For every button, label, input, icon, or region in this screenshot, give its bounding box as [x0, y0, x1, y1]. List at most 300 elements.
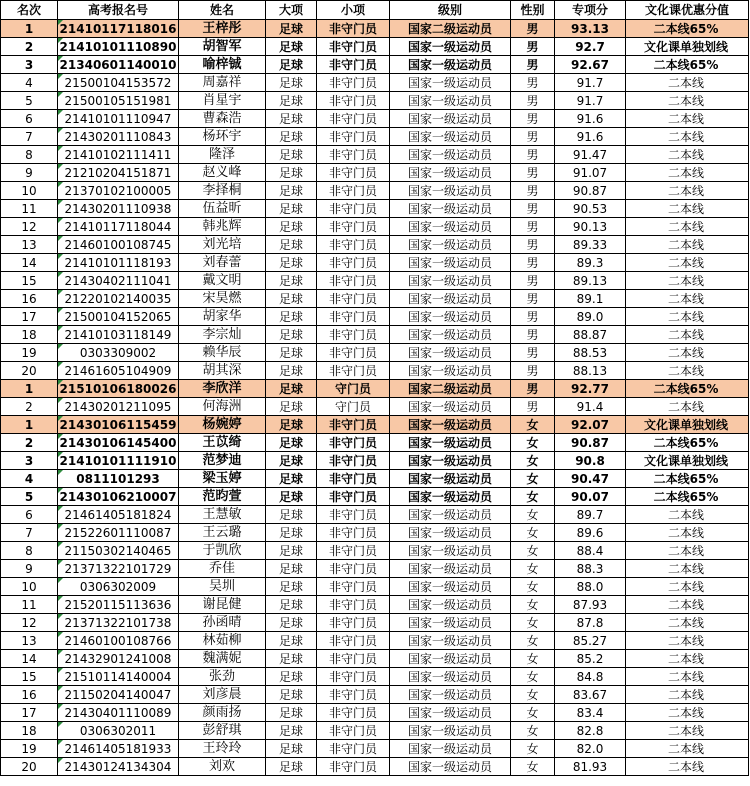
- cell-rank: 12: [1, 614, 58, 632]
- cell-sport: 足球: [266, 722, 317, 740]
- cell-rank: 5: [1, 92, 58, 110]
- cell-id: 21500104152065: [58, 308, 179, 326]
- table-row: [1, 218, 749, 236]
- cell-sport: 足球: [266, 524, 317, 542]
- cell-gender: 男: [511, 92, 555, 110]
- cell-id: 21410103118149: [58, 326, 179, 344]
- cell-id: 21410102111411: [58, 146, 179, 164]
- cell-gender: 女: [511, 686, 555, 704]
- cell-score: 92.77: [555, 380, 626, 398]
- cell-score: 91.6: [555, 110, 626, 128]
- cell-sport: 足球: [266, 488, 317, 506]
- cell-id: 21510114140004: [58, 668, 179, 686]
- cell-rank: 2: [1, 38, 58, 56]
- cell-position: 非守门员: [317, 542, 390, 560]
- cell-gender: 男: [511, 38, 555, 56]
- cell-score: 91.07: [555, 164, 626, 182]
- cell-rank: 5: [1, 488, 58, 506]
- cell-position: 非守门员: [317, 74, 390, 92]
- cell-id: 21461405181933: [58, 740, 179, 758]
- cell-name: 王慧敏: [179, 506, 266, 524]
- table-row: [1, 200, 749, 218]
- cell-name: 杨环宇: [179, 128, 266, 146]
- cell-position: 非守门员: [317, 668, 390, 686]
- cell-score: 91.4: [555, 398, 626, 416]
- cell-score: 83.67: [555, 686, 626, 704]
- cell-gender: 男: [511, 254, 555, 272]
- cell-id: 21430402111041: [58, 272, 179, 290]
- cell-rank: 2: [1, 398, 58, 416]
- cell-id: 21150204140047: [58, 686, 179, 704]
- cell-rank: 16: [1, 290, 58, 308]
- cell-level: 国家一级运动员: [390, 74, 511, 92]
- cell-sport: 足球: [266, 38, 317, 56]
- table-row: [1, 326, 749, 344]
- cell-bonus: 二本线: [626, 308, 749, 326]
- header-gender: 性别: [511, 1, 555, 20]
- cell-id: 21461605104909: [58, 362, 179, 380]
- table-row: [1, 182, 749, 200]
- cell-name: 刘彦晨: [179, 686, 266, 704]
- cell-level: 国家一级运动员: [390, 182, 511, 200]
- cell-id: 21410117118044: [58, 218, 179, 236]
- cell-sport: 足球: [266, 128, 317, 146]
- cell-sport: 足球: [266, 380, 317, 398]
- cell-score: 92.7: [555, 38, 626, 56]
- table-row: [1, 380, 749, 398]
- cell-position: 非守门员: [317, 470, 390, 488]
- cell-name: 肖星宇: [179, 92, 266, 110]
- cell-position: 非守门员: [317, 722, 390, 740]
- cell-sport: 足球: [266, 290, 317, 308]
- cell-sport: 足球: [266, 254, 317, 272]
- cell-bonus: 二本线: [626, 668, 749, 686]
- cell-sport: 足球: [266, 578, 317, 596]
- header-sport: 大项: [266, 1, 317, 20]
- cell-level: 国家一级运动员: [390, 200, 511, 218]
- cell-position: 非守门员: [317, 758, 390, 776]
- header-position: 小项: [317, 1, 390, 20]
- cell-bonus: 二本线: [626, 542, 749, 560]
- cell-name: 孙函晴: [179, 614, 266, 632]
- cell-position: 非守门员: [317, 326, 390, 344]
- cell-name: 王云璐: [179, 524, 266, 542]
- table-row: [1, 668, 749, 686]
- cell-id: 0303309002: [58, 344, 179, 362]
- cell-position: 非守门员: [317, 686, 390, 704]
- cell-gender: 女: [511, 452, 555, 470]
- cell-bonus: 二本线: [626, 74, 749, 92]
- cell-gender: 男: [511, 218, 555, 236]
- cell-bonus: 二本线: [626, 578, 749, 596]
- cell-sport: 足球: [266, 20, 317, 38]
- table-row: [1, 146, 749, 164]
- cell-level: 国家一级运动员: [390, 560, 511, 578]
- cell-bonus: 二本线65%: [626, 56, 749, 74]
- cell-level: 国家一级运动员: [390, 578, 511, 596]
- table-row: [1, 452, 749, 470]
- cell-id: 21410101110890: [58, 38, 179, 56]
- cell-gender: 女: [511, 524, 555, 542]
- cell-position: 非守门员: [317, 236, 390, 254]
- cell-name: 林茹柳: [179, 632, 266, 650]
- table-row: [1, 56, 749, 74]
- cell-rank: 14: [1, 650, 58, 668]
- cell-rank: 8: [1, 542, 58, 560]
- cell-level: 国家一级运动员: [390, 254, 511, 272]
- cell-position: 非守门员: [317, 218, 390, 236]
- cell-gender: 女: [511, 416, 555, 434]
- cell-rank: 4: [1, 74, 58, 92]
- cell-bonus: 二本线: [626, 290, 749, 308]
- table-row: [1, 272, 749, 290]
- cell-id: 0306302009: [58, 578, 179, 596]
- table-row: [1, 20, 749, 38]
- cell-rank: 3: [1, 56, 58, 74]
- cell-bonus: 二本线65%: [626, 380, 749, 398]
- cell-sport: 足球: [266, 668, 317, 686]
- cell-bonus: 文化课单独划线: [626, 452, 749, 470]
- cell-level: 国家一级运动员: [390, 146, 511, 164]
- table-row: [1, 722, 749, 740]
- table-row: [1, 758, 749, 776]
- cell-gender: 女: [511, 488, 555, 506]
- cell-position: 非守门员: [317, 38, 390, 56]
- cell-score: 82.8: [555, 722, 626, 740]
- cell-sport: 足球: [266, 362, 317, 380]
- cell-level: 国家一级运动员: [390, 110, 511, 128]
- cell-name: 赵义峰: [179, 164, 266, 182]
- cell-level: 国家一级运动员: [390, 56, 511, 74]
- cell-bonus: 二本线: [626, 704, 749, 722]
- cell-score: 88.87: [555, 326, 626, 344]
- table-row: [1, 128, 749, 146]
- cell-id: 21220102140035: [58, 290, 179, 308]
- cell-name: 梁玉婷: [179, 470, 266, 488]
- cell-name: 范梦迪: [179, 452, 266, 470]
- table-row: [1, 488, 749, 506]
- cell-level: 国家一级运动员: [390, 164, 511, 182]
- cell-id: 21430124134304: [58, 758, 179, 776]
- cell-score: 91.7: [555, 92, 626, 110]
- table-row: [1, 560, 749, 578]
- cell-score: 90.87: [555, 434, 626, 452]
- cell-name: 周嘉祥: [179, 74, 266, 92]
- cell-rank: 7: [1, 524, 58, 542]
- table-row: [1, 38, 749, 56]
- cell-rank: 19: [1, 740, 58, 758]
- cell-name: 范昀萱: [179, 488, 266, 506]
- cell-gender: 男: [511, 110, 555, 128]
- cell-gender: 男: [511, 290, 555, 308]
- cell-sport: 足球: [266, 74, 317, 92]
- cell-rank: 20: [1, 362, 58, 380]
- cell-gender: 男: [511, 182, 555, 200]
- cell-gender: 男: [511, 164, 555, 182]
- cell-rank: 10: [1, 578, 58, 596]
- cell-rank: 8: [1, 146, 58, 164]
- cell-score: 90.87: [555, 182, 626, 200]
- cell-gender: 男: [511, 398, 555, 416]
- cell-id: 21461405181824: [58, 506, 179, 524]
- cell-position: 非守门员: [317, 524, 390, 542]
- cell-id: 21430201110938: [58, 200, 179, 218]
- cell-name: 隆泽: [179, 146, 266, 164]
- cell-id: 0811101293: [58, 470, 179, 488]
- cell-score: 81.93: [555, 758, 626, 776]
- cell-gender: 女: [511, 560, 555, 578]
- cell-name: 胡家华: [179, 308, 266, 326]
- cell-position: 非守门员: [317, 632, 390, 650]
- cell-level: 国家一级运动员: [390, 632, 511, 650]
- cell-position: 非守门员: [317, 272, 390, 290]
- cell-bonus: 二本线65%: [626, 20, 749, 38]
- cell-rank: 1: [1, 20, 58, 38]
- cell-gender: 女: [511, 704, 555, 722]
- cell-bonus: 二本线: [626, 758, 749, 776]
- header-name: 姓名: [179, 1, 266, 20]
- cell-score: 88.0: [555, 578, 626, 596]
- cell-position: 非守门员: [317, 110, 390, 128]
- cell-name: 李欣洋: [179, 380, 266, 398]
- cell-level: 国家一级运动员: [390, 722, 511, 740]
- cell-score: 90.07: [555, 488, 626, 506]
- cell-score: 88.3: [555, 560, 626, 578]
- cell-rank: 1: [1, 380, 58, 398]
- table-row: [1, 542, 749, 560]
- table-row: [1, 686, 749, 704]
- cell-score: 93.13: [555, 20, 626, 38]
- cell-position: 非守门员: [317, 290, 390, 308]
- table-row: [1, 254, 749, 272]
- cell-id: 21370102100005: [58, 182, 179, 200]
- cell-name: 彭舒琪: [179, 722, 266, 740]
- cell-bonus: 文化课单独划线: [626, 416, 749, 434]
- cell-gender: 男: [511, 200, 555, 218]
- cell-level: 国家一级运动员: [390, 308, 511, 326]
- cell-position: 非守门员: [317, 560, 390, 578]
- cell-position: 守门员: [317, 398, 390, 416]
- cell-position: 非守门员: [317, 614, 390, 632]
- cell-sport: 足球: [266, 686, 317, 704]
- cell-gender: 男: [511, 326, 555, 344]
- cell-bonus: 二本线: [626, 164, 749, 182]
- cell-gender: 女: [511, 668, 555, 686]
- cell-sport: 足球: [266, 416, 317, 434]
- cell-name: 刘光培: [179, 236, 266, 254]
- cell-name: 王玲玲: [179, 740, 266, 758]
- cell-gender: 女: [511, 470, 555, 488]
- cell-rank: 9: [1, 560, 58, 578]
- table-row: [1, 614, 749, 632]
- cell-gender: 女: [511, 650, 555, 668]
- cell-level: 国家一级运动员: [390, 92, 511, 110]
- cell-score: 84.8: [555, 668, 626, 686]
- cell-name: 张劲: [179, 668, 266, 686]
- cell-score: 89.0: [555, 308, 626, 326]
- cell-level: 国家一级运动员: [390, 272, 511, 290]
- cell-sport: 足球: [266, 704, 317, 722]
- table-row: [1, 506, 749, 524]
- cell-gender: 女: [511, 614, 555, 632]
- cell-rank: 19: [1, 344, 58, 362]
- cell-score: 92.07: [555, 416, 626, 434]
- cell-position: 非守门员: [317, 308, 390, 326]
- cell-name: 韩兆辉: [179, 218, 266, 236]
- cell-id: 21410117118016: [58, 20, 179, 38]
- cell-bonus: 二本线: [626, 218, 749, 236]
- cell-level: 国家一级运动员: [390, 686, 511, 704]
- cell-id: 21410101110947: [58, 110, 179, 128]
- cell-score: 90.13: [555, 218, 626, 236]
- cell-rank: 20: [1, 758, 58, 776]
- cell-name: 宋昊燃: [179, 290, 266, 308]
- cell-rank: 6: [1, 110, 58, 128]
- cell-bonus: 二本线: [626, 740, 749, 758]
- cell-score: 91.47: [555, 146, 626, 164]
- table-row: [1, 290, 749, 308]
- cell-id: 21500105151981: [58, 92, 179, 110]
- cell-bonus: 二本线: [626, 200, 749, 218]
- cell-id: 21210204151871: [58, 164, 179, 182]
- cell-sport: 足球: [266, 56, 317, 74]
- cell-sport: 足球: [266, 308, 317, 326]
- cell-bonus: 二本线: [626, 614, 749, 632]
- cell-id: 21520115113636: [58, 596, 179, 614]
- cell-level: 国家一级运动员: [390, 614, 511, 632]
- cell-bonus: 二本线: [626, 272, 749, 290]
- cell-sport: 足球: [266, 506, 317, 524]
- cell-name: 于凯欣: [179, 542, 266, 560]
- cell-gender: 男: [511, 128, 555, 146]
- cell-bonus: 二本线65%: [626, 470, 749, 488]
- cell-gender: 女: [511, 596, 555, 614]
- cell-score: 91.7: [555, 74, 626, 92]
- cell-rank: 13: [1, 632, 58, 650]
- table-row: [1, 164, 749, 182]
- cell-level: 国家一级运动员: [390, 506, 511, 524]
- cell-score: 87.8: [555, 614, 626, 632]
- cell-level: 国家一级运动员: [390, 416, 511, 434]
- cell-bonus: 二本线: [626, 326, 749, 344]
- cell-level: 国家一级运动员: [390, 290, 511, 308]
- cell-position: 非守门员: [317, 578, 390, 596]
- cell-sport: 足球: [266, 434, 317, 452]
- cell-name: 乔佳: [179, 560, 266, 578]
- cell-name: 刘春蕾: [179, 254, 266, 272]
- cell-rank: 15: [1, 272, 58, 290]
- cell-gender: 男: [511, 308, 555, 326]
- cell-name: 谢昆健: [179, 596, 266, 614]
- cell-id: 21522601110087: [58, 524, 179, 542]
- cell-level: 国家一级运动员: [390, 344, 511, 362]
- cell-position: 非守门员: [317, 200, 390, 218]
- cell-score: 92.67: [555, 56, 626, 74]
- cell-score: 90.47: [555, 470, 626, 488]
- cell-position: 非守门员: [317, 362, 390, 380]
- cell-gender: 男: [511, 236, 555, 254]
- cell-id: 21371322101738: [58, 614, 179, 632]
- cell-score: 89.1: [555, 290, 626, 308]
- cell-name: 王苡绮: [179, 434, 266, 452]
- cell-bonus: 文化课单独划线: [626, 38, 749, 56]
- cell-gender: 女: [511, 506, 555, 524]
- table-row: [1, 704, 749, 722]
- cell-gender: 女: [511, 722, 555, 740]
- cell-sport: 足球: [266, 164, 317, 182]
- cell-name: 颜雨扬: [179, 704, 266, 722]
- cell-name: 吴圳: [179, 578, 266, 596]
- header-id: 高考报名号: [58, 1, 179, 20]
- cell-position: 非守门员: [317, 182, 390, 200]
- cell-score: 91.6: [555, 128, 626, 146]
- cell-position: 非守门员: [317, 596, 390, 614]
- header-row: [1, 1, 749, 20]
- cell-name: 喻梓铖: [179, 56, 266, 74]
- header-level: 级别: [390, 1, 511, 20]
- cell-score: 89.7: [555, 506, 626, 524]
- cell-bonus: 二本线: [626, 686, 749, 704]
- cell-sport: 足球: [266, 218, 317, 236]
- cell-bonus: 二本线65%: [626, 488, 749, 506]
- table-row: [1, 578, 749, 596]
- cell-name: 刘欢: [179, 758, 266, 776]
- table-body: [1, 20, 749, 776]
- table-row: [1, 740, 749, 758]
- cell-sport: 足球: [266, 740, 317, 758]
- table-row: [1, 92, 749, 110]
- cell-name: 魏满妮: [179, 650, 266, 668]
- cell-name: 胡智军: [179, 38, 266, 56]
- cell-bonus: 二本线: [626, 146, 749, 164]
- header-rank: 名次: [1, 1, 58, 20]
- cell-position: 非守门员: [317, 740, 390, 758]
- cell-position: 非守门员: [317, 254, 390, 272]
- cell-level: 国家一级运动员: [390, 650, 511, 668]
- cell-position: 非守门员: [317, 20, 390, 38]
- cell-name: 李宗灿: [179, 326, 266, 344]
- cell-name: 胡其深: [179, 362, 266, 380]
- cell-bonus: 二本线: [626, 722, 749, 740]
- cell-score: 89.6: [555, 524, 626, 542]
- cell-sport: 足球: [266, 344, 317, 362]
- cell-sport: 足球: [266, 614, 317, 632]
- cell-position: 非守门员: [317, 506, 390, 524]
- cell-gender: 男: [511, 56, 555, 74]
- cell-position: 守门员: [317, 380, 390, 398]
- cell-gender: 男: [511, 272, 555, 290]
- cell-id: 21150302140465: [58, 542, 179, 560]
- cell-gender: 男: [511, 380, 555, 398]
- cell-bonus: 二本线: [626, 182, 749, 200]
- cell-sport: 足球: [266, 542, 317, 560]
- cell-position: 非守门员: [317, 650, 390, 668]
- table-row: [1, 596, 749, 614]
- cell-score: 90.8: [555, 452, 626, 470]
- cell-bonus: 二本线: [626, 344, 749, 362]
- cell-level: 国家一级运动员: [390, 740, 511, 758]
- cell-level: 国家一级运动员: [390, 470, 511, 488]
- cell-bonus: 二本线65%: [626, 434, 749, 452]
- cell-level: 国家一级运动员: [390, 398, 511, 416]
- cell-position: 非守门员: [317, 92, 390, 110]
- cell-id: 21460100108766: [58, 632, 179, 650]
- cell-sport: 足球: [266, 650, 317, 668]
- cell-level: 国家一级运动员: [390, 218, 511, 236]
- cell-rank: 10: [1, 182, 58, 200]
- cell-level: 国家二级运动员: [390, 20, 511, 38]
- table-row: [1, 398, 749, 416]
